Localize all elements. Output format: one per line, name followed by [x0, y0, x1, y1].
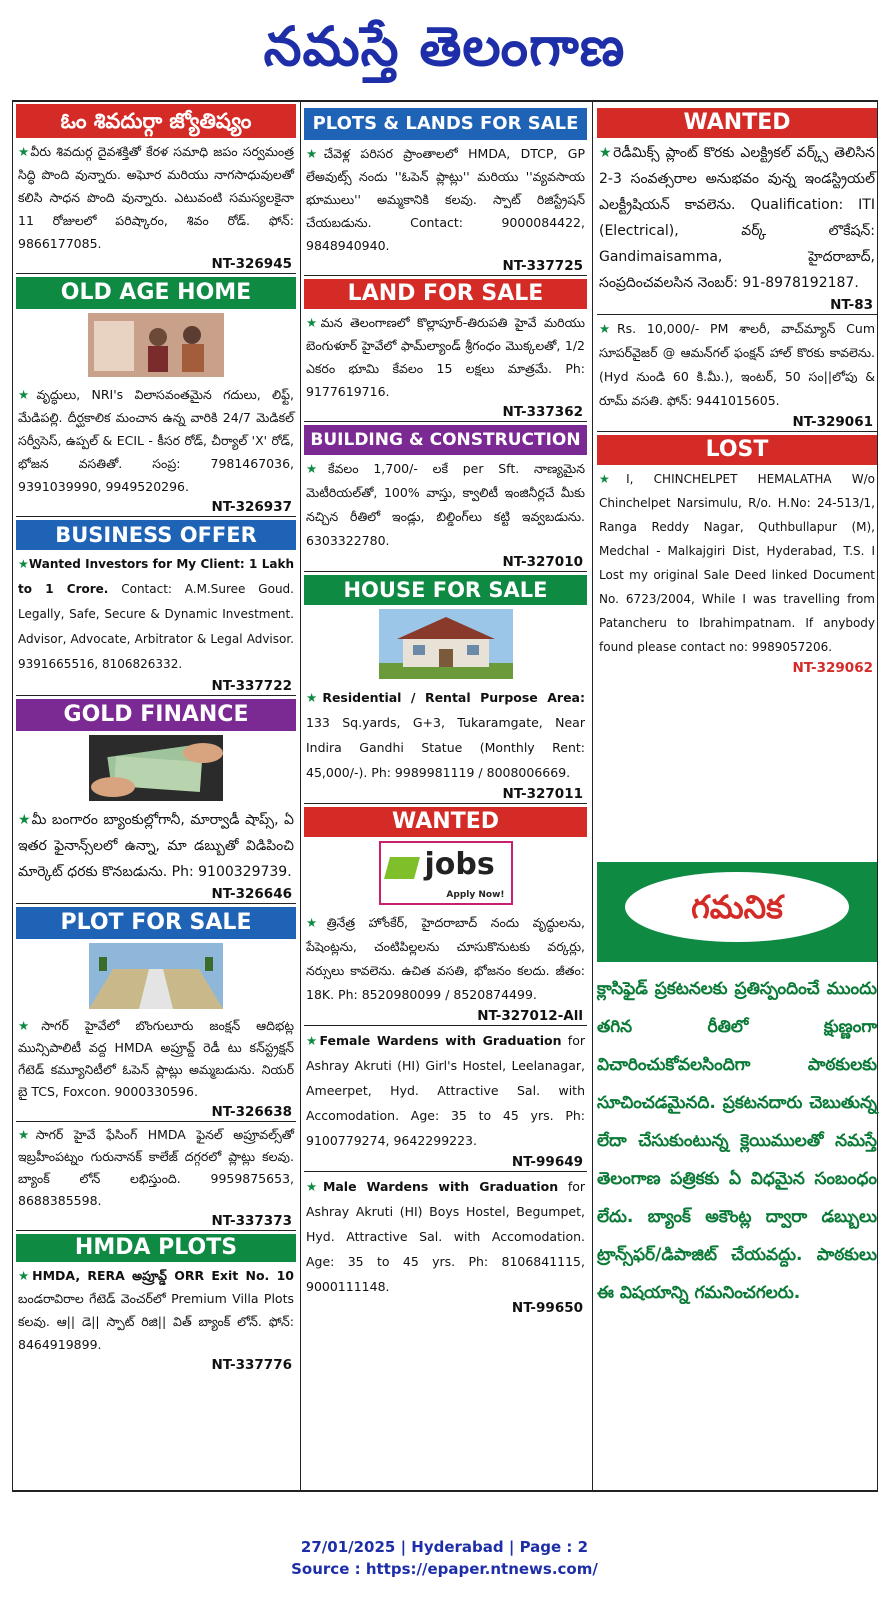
- land-text: ★మన తెలంగాణలో కొల్లాపూర్-తిరుపతి హైవే మరియు బెంగుళూర్ హైవేలో ఫామ్‌ల్యాండ్ శ్రీగంధం మొక్కలతో, 1/2 ఎకరం భూమి కేవలం 15 లక్షలు మాత్రమే. Ph: 9177619716.: [306, 315, 585, 399]
- ad-code: NT-337362: [502, 404, 583, 420]
- ad-code: NT-327012-All: [477, 1008, 583, 1024]
- wanted-header-2: WANTED: [597, 108, 877, 138]
- star-icon: ★: [306, 315, 321, 330]
- plot-layout-photo: [89, 943, 223, 1009]
- house-text: ★Residential / Rental Purpose Area: 133 Sq.yards, G+3, Tukaramgate, Near Indira Gandhi Statue (Monthly Rent: 45,000/-). Ph: 9989981119 / 8008006669.: [306, 690, 585, 780]
- masthead: [0, 6, 889, 86]
- ad-code: NT-337722: [211, 678, 292, 694]
- column-3: [597, 104, 877, 677]
- business-header: BUSINESS OFFER: [16, 520, 296, 550]
- column-2: [304, 104, 587, 1317]
- star-icon: ★: [18, 144, 31, 159]
- star-icon: ★: [599, 321, 617, 336]
- ad-code: NT-99650: [511, 1300, 583, 1316]
- star-icon: ★: [599, 472, 627, 486]
- wanted-text-1: ★త్రినేత్ర హోంకేర్, హైదరాబాద్ నందు వృద్ధులను, పేషెంట్లను, చంటిపిల్లలను చూసుకొనుటకు వర్కర్లు, నర్సులు కావలెను. ఉచిత వసతి, భోజనం కలదు. జీతం: 18K. Ph: 8520980099 / 8520874499.: [306, 915, 585, 1002]
- star-icon: ★: [306, 690, 323, 705]
- star-icon: ★: [599, 145, 614, 161]
- hmda-text: ★HMDA, RERA అప్రూవ్డ్ ORR Exit No. 10 బండరావిరాల గేటెడ్ వెంచర్‌లో Premium Villa Plots కలవు. ఆ|| డె|| స్పాట్ రిజి|| విత్ బ్యాంక్ లోన్. ఫోన్: 8464919899.: [18, 1268, 294, 1352]
- notice-title: గమనిక: [691, 888, 783, 926]
- ad-code: NT-326646: [211, 886, 292, 902]
- ad-code: NT-329061: [792, 414, 873, 430]
- star-icon: ★: [306, 915, 327, 930]
- jobs-logo: [379, 841, 513, 905]
- oldage-text: ★వృద్ధులు, NRI's విలాసవంతమైన గదులు, లిఫ్ట్, మేడిపల్లి. దీర్ఘకాలిక మంచాన ఉన్న వారికి 24/7 మెడికల్ సర్వీసెస్, ఉప్పల్ & ECIL - కీసర రోడ్, చీర్యాల్ 'X' రోడ్, భోజన వసతితో. సంప్ర: 7981467036, 9391039990, 9949520296.: [18, 387, 294, 494]
- astro-text: ★వీరు శివదుర్గ దైవశక్తితో కేరళ సమాధి జపం సర్వమంత్ర సిద్ధి పొంది వున్నారు. అఘోర మరియు నాగసాధువులతో కలిసి సాధన పొంది వున్నారు. ఎటువంటి సమస్యలకైనా 11 రోజులలో పరిష్కారం, శివం రోడ్. ఫోన్: 9866177085.: [18, 144, 294, 251]
- star-icon: ★: [18, 387, 37, 402]
- house-header: HOUSE FOR SALE: [304, 575, 587, 605]
- old-age-photo: [88, 313, 224, 377]
- ad-code: NT-326945: [211, 256, 292, 272]
- land-header: LAND FOR SALE: [304, 279, 587, 309]
- notice-title-box: [625, 872, 849, 942]
- masthead-title: నమస్తే తెలంగాణ: [263, 14, 626, 78]
- ad-code: NT-337373: [211, 1213, 292, 1229]
- astro-header: ఓం శివదుర్గా జ్యోతిష్యం: [16, 104, 296, 138]
- ad-code: NT-327010: [502, 554, 583, 570]
- gold-header: GOLD FINANCE: [16, 699, 296, 731]
- building-text: ★కేవలం 1,700/- లకే per Sft. నాణ్యమైన మెటీరియల్‌తో, 100% వాస్తు, క్వాలిటీ ఇంజినీర్లచే మీకు నచ్చిన రీతిలో ఇండ్లు, బిల్డింగ్‌లు కట్టి ఇవ్వబడును. 6303322780.: [306, 461, 585, 548]
- jobs-apply-text: Apply Now!: [446, 890, 505, 900]
- ad-code: NT-327011: [502, 786, 583, 802]
- star-icon: ★: [306, 1033, 320, 1048]
- hmda-header: HMDA PLOTS: [16, 1234, 296, 1262]
- star-icon: ★: [306, 1179, 323, 1194]
- business-text: ★Wanted Investors for My Client: 1 Lakh to 1 Crore. Contact: A.M.Suree Goud. Legally, Safe, Secure & Dynamic Investment. Advisor, Advocate, Arbitrator & Legal Advisor. 9391665516, 8106826332.: [18, 557, 294, 671]
- star-icon: ★: [18, 1018, 42, 1033]
- lost-header: LOST: [597, 435, 877, 465]
- column-1: [16, 104, 296, 1374]
- ad-code: NT-337776: [211, 1357, 292, 1373]
- star-icon: ★: [18, 1268, 33, 1283]
- ad-code: NT-326638: [211, 1104, 292, 1120]
- star-icon: ★: [306, 461, 328, 476]
- right-rule: [877, 100, 878, 1490]
- star-icon: ★: [306, 146, 324, 161]
- column-divider-1: [300, 100, 301, 1490]
- left-rule: [12, 100, 13, 1490]
- footer-source-line: Source : https://epaper.ntnews.com/: [291, 1560, 598, 1578]
- footer-date-line: 27/01/2025 | Hyderabad | Page : 2: [300, 1538, 589, 1556]
- star-icon: ★: [18, 557, 29, 571]
- plots-text: ★చేవెళ్ల పరిసర ప్రాంతాలలో HMDA, DTCP, GP లేఅవుట్స్ నందు ''ఓపెన్ ప్లాట్లు'' మరియు ''వ్యవసాయ భూములు'' అమ్మకానికి కలవు. స్పాట్ రిజిస్ట్రేషన్ చేయబడును. Contact: 9000084422, 9848940940.: [306, 146, 585, 253]
- wanted-text-electrician: ★రెడీమిక్స్ ప్లాంట్ కొరకు ఎలక్ట్రికల్ వర్క్స్ తెలిసిన 2-3 సంవత్సరాల అనుభవం వున్న ఇండస్ట్రియల్ ఎలక్ట్రీషియన్ కావలెను. Qualification: ITI (Electrical), వర్క్ లొకేషన్: Gandimaisamma, హైదరాబాద్, సంప్రదించవలసిన నెంబర్: 91-8978192187.: [599, 145, 875, 291]
- notice-text: క్లాసిఫైడ్ ప్రకటనలకు ప్రతిస్పందించే ముందు తగిన రీతిలో క్షుణ్ణంగా విచారించుకోవలసిందిగా పాఠకులకు సూచించడమైనది. ప్రకటనదారు చెబుతున్న లేదా చేసుకుంటున్న క్లెయిములతో నమస్తే తెలంగాణ పత్రికకు ఏ విధమైన సంబంధం లేదు. బ్యాంక్ అకౌంట్ల ద్వారా డబ్బులు ట్రాన్స్‌ఫర్/డిపాజిట్ చేయవద్దు. పాఠకులు ఈ విషయాన్ని గమనించగలరు.: [597, 979, 877, 1303]
- plot-text-2: ★సాగర్ హైవే ఫేసింగ్ HMDA ఫైనల్ అప్రూవల్స్‌తో ఇబ్రహీంపట్నం గురునానక్ కాలేజ్ దగ్గరలో ప్లాట్లు కలవు. బ్యాంక్ లోన్ లభిస్తుంది. 9959875653, 8688385598.: [18, 1127, 294, 1208]
- lost-text: ★I, CHINCHELPET HEMALATHA W/o Chinchelpet Narsimulu, R/o. H.No: 24-513/1, Ranga Reddy Nagar, Quthbullapur (M), Medchal - Malkajgiri Dist, Hyderabad, T.S. I Lost my original Sale Deed linked Document No. 6723/2004, While I was travelling from Patancheru to Ibrahimpatnam. If anybody found please contact no: 9989057206.: [599, 472, 875, 654]
- plot-header: PLOT FOR SALE: [16, 907, 296, 939]
- building-header: BUILDING & CONSTRUCTION: [304, 425, 587, 455]
- oldage-header: OLD AGE HOME: [16, 277, 296, 309]
- wanted-header: WANTED: [304, 807, 587, 837]
- ad-code: NT-337725: [502, 258, 583, 274]
- column-divider-2: [592, 100, 593, 1490]
- bottom-rule: [12, 1490, 878, 1492]
- plot-text-1: ★సాగర్ హైవేలో బొంగులూరు జంక్షన్ ఆదిభట్ల మున్సిపాలిటీ వద్ద HMDA అప్రూవ్డ్ రెడీ టు కన్‌స్ట్రక్షన్ గేటెడ్ కమ్యూనిటీలో ఓపెన్ ప్లాట్లు అమ్మబడును. నియర్ బై TCS, Foxcon. 9000330596.: [18, 1018, 294, 1099]
- ad-code: NT-99649: [511, 1154, 583, 1170]
- gold-text: ★మీ బంగారం బ్యాంకుల్లోగానీ, మార్వాడీ షాప్స్, ఏ ఇతర ఫైనాన్స్‌లలో ఉన్నా, మా డబ్బుతో విడిపించి మార్కెట్ ధరకు కొనబడును. Ph: 9100329739.: [18, 812, 294, 880]
- jobs-logo-text: jobs: [424, 847, 495, 882]
- ad-code: NT-329062: [792, 660, 873, 676]
- plots-header: PLOTS & LANDS FOR SALE: [304, 108, 587, 140]
- top-rule: [12, 100, 878, 102]
- ad-code: NT-83: [830, 297, 873, 313]
- wanted-text-2: ★Female Wardens with Graduation for Ashray Akruti (HI) Girl's Hostel, Leelanagar, Ameerpet, Hyd. Attractive Sal. with Accomodation. Age: 35 to 45 yrs. Ph: 9100779274, 9642299223.: [306, 1033, 585, 1148]
- star-icon: ★: [18, 812, 32, 828]
- wanted-text-3: ★Male Wardens with Graduation for Ashray Akruti (HI) Boys Hostel, Begumpet, Hyd. Attractive Sal. with Accomodation. Age: 35 to 45 yrs. Ph: 8106841115, 9000111148.: [306, 1179, 585, 1294]
- jobs-icon: [384, 857, 420, 879]
- cash-hand-photo: [89, 735, 223, 801]
- footer: [0, 1536, 889, 1580]
- house-photo: [379, 609, 513, 679]
- star-icon: ★: [18, 1127, 36, 1142]
- wanted-text-watchman: ★Rs. 10,000/- PM శాలరీ, వాచ్‌మ్యాన్ Cum సూపర్‌వైజర్ @ ఆమన్‌గల్ ఫంక్షన్ హాల్ కొరకు కావలెను. (Hyd నుండి 60 కి.మీ.), ఇంటర్, 50 సం||లోపు & రూమ్ వసతి. ఫోన్: 9441015605.: [599, 321, 875, 408]
- ad-code: NT-326937: [211, 499, 292, 515]
